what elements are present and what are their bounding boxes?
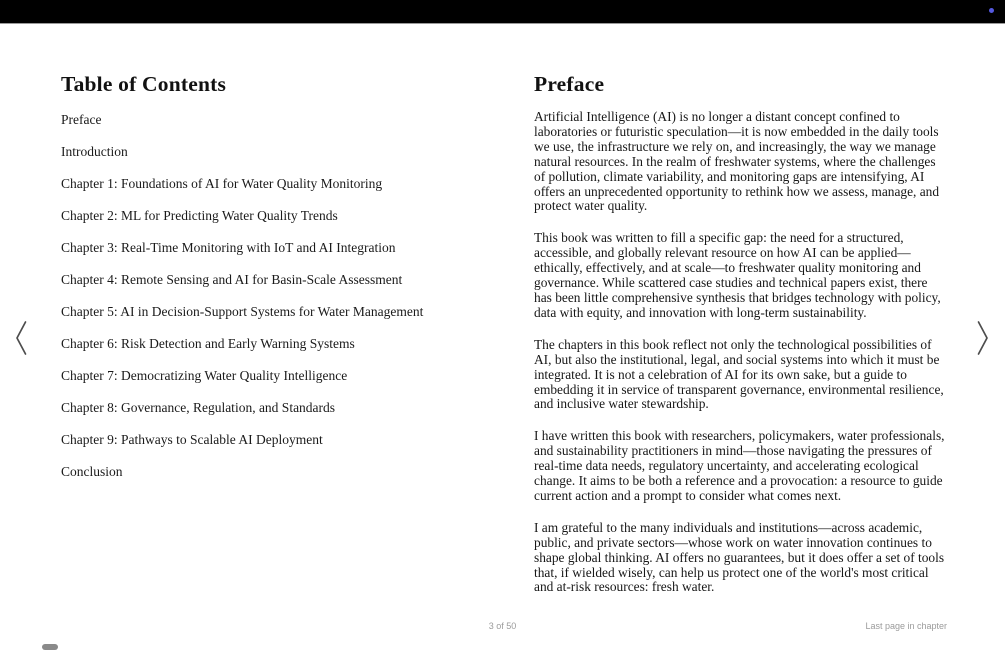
toc-item[interactable]: Chapter 4: Remote Sensing and AI for Basin-Scale Assessment bbox=[61, 272, 403, 287]
next-page-button[interactable] bbox=[971, 318, 993, 358]
toc-item[interactable]: Chapter 8: Governance, Regulation, and Standards bbox=[61, 400, 336, 415]
body-paragraph: I have written this book with researchers, policymakers, water professionals, and sustainability practitioners in mind—those navigating the pressures of real-time data needs, regulatory uncertainty, and accelerating ecological change. It aims to be both a reference and a provocation: a resource to guide current action and a prompt to consider what comes next. bbox=[534, 428, 945, 503]
toc-list bbox=[61, 104, 486, 488]
toc-item[interactable]: Chapter 7: Democratizing Water Quality Intelligence bbox=[61, 368, 348, 383]
body-paragraph: I am grateful to the many individuals and institutions—across academic, public, and private sectors—whose work on water innovation continues to shape global thinking. AI offers no guarantees, but it does offer a set of tools that, if wielded wisely, can help us protect one of the world's most critical and at-risk resources: fresh water. bbox=[534, 519, 945, 595]
toc-item[interactable]: Chapter 1: Foundations of AI for Water Quality Monitoring bbox=[61, 176, 383, 191]
body-paragraph: The chapters in this book reflect not only the technological possibilities of AI, but also the institutional, legal, and social systems into which it must be integrated. It is not a celebration of AI for its own sake, but a guide to embedding it in service of transparent governance, environmental resilience, and inclusive water stewardship. bbox=[534, 336, 944, 412]
body-paragraph: This book was written to fill a specific gap: the need for a structured, accessible, and globally relevant resource on how AI can be applied—ethically, effectively, and at scale—to freshwater quality monitoring and governance. While scattered case studies and technical papers exist, there has been little comprehensive synthesis that bridges technology with policy, data with equity, and innovation with long-term sustainability. bbox=[534, 230, 941, 320]
toc-item[interactable]: Introduction bbox=[61, 144, 128, 159]
chapter-status: Last page in chapter bbox=[865, 621, 947, 631]
chevron-left-icon bbox=[12, 319, 32, 357]
toc-title: Table of Contents bbox=[61, 72, 227, 96]
notification-dot-icon bbox=[989, 8, 994, 13]
chevron-right-icon bbox=[972, 319, 992, 357]
body-paragraph: Artificial Intelligence (AI) is no longer a distant concept confined to laboratories or futuristic speculation—it is now embedded in the daily tools we use, the infrastructure we rely on, and increasingly, the way we manage natural resources. In the realm of freshwater systems, where the challenges of pollution, climate variability, and monitoring gaps are intensifying, AI offers an unprecedented opportunity to rethink how we assess, manage, and protect water quality. bbox=[534, 109, 940, 214]
toc-page bbox=[61, 70, 486, 488]
page-body bbox=[534, 110, 947, 595]
toc-item[interactable]: Preface bbox=[61, 112, 102, 127]
toc-item[interactable]: Chapter 6: Risk Detection and Early Warning Systems bbox=[61, 336, 355, 351]
toc-item[interactable]: Conclusion bbox=[61, 464, 123, 479]
page-indicator: 3 of 50 bbox=[488, 621, 517, 631]
toc-item[interactable]: Chapter 5: AI in Decision-Support Systems for Water Management bbox=[61, 304, 424, 319]
toc-item[interactable]: Chapter 9: Pathways to Scalable AI Deployment bbox=[61, 432, 323, 447]
toc-item[interactable]: Chapter 2: ML for Predicting Water Quality Trends bbox=[61, 208, 338, 223]
content-page bbox=[534, 70, 947, 612]
toc-item[interactable]: Chapter 3: Real-Time Monitoring with IoT and AI Integration bbox=[61, 240, 396, 255]
progress-indicator[interactable] bbox=[42, 644, 58, 650]
page-title: Preface bbox=[534, 72, 605, 96]
previous-page-button[interactable] bbox=[11, 318, 33, 358]
top-bar bbox=[0, 0, 1005, 24]
